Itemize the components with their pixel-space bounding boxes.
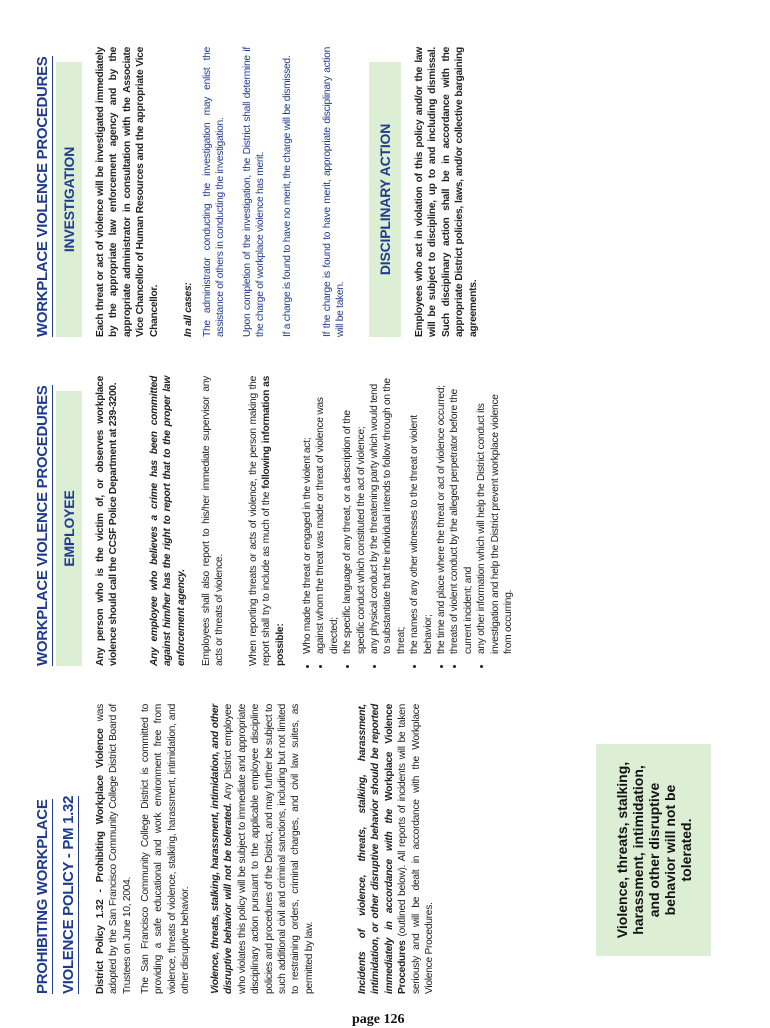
list-item: • the time and place where the threat or act of violence occurred; <box>435 378 448 656</box>
investigation-column <box>0 37 770 337</box>
policy-adoption-text: was adopted by the San Francisco Community College District Board of Trustees on June 10, 2004. <box>95 704 133 994</box>
procedures-reference: Workplace Violence Procedures <box>383 704 409 994</box>
investigation-paragraph-5: If the charge is found to have merit, appropriate disciplinary action will be taken. <box>322 47 347 337</box>
policy-column <box>0 694 770 994</box>
list-item: • any physical conduct by the threatening party which would tend to substantiate that the individual intends to follow through on the threat; <box>368 378 408 656</box>
investigation-paragraph-3: Upon completion of the investigation, the District shall determine if the charge of workplace violence has merit. <box>242 47 267 337</box>
employee-paragraph-4 <box>247 376 287 666</box>
list-item: • the specific language of any threat, or a description of the specific conduct which constituted the act of violence; <box>341 378 368 656</box>
investigation-paragraph-1: Each threat or act of violence will be investigated immediately by the appropriate law enforcement agency and by the appropriate administrator in consultation with the Associate Vice Chancellor of Human Resources and the appropriate Vice Chancellor. <box>95 47 160 337</box>
reporting-statement: Incidents of violence, threats, stalking, harassment, intimidation, or other disruptive behavior should be reported immediately in accordance with the <box>357 704 395 994</box>
employee-paragraph-2: Any employee who believes a crime has been committed against him/her has the right to report that to the proper law enforcement agency. <box>149 376 187 666</box>
investigation-paragraph-2: The administrator conducting the investigation may enlist the assistance of others in conducting the investigation. <box>202 47 227 337</box>
discipline-text: Any District employee who violates this policy will be subject to immediate and appropriate disciplinary action pursuant to the applicable employee discipline policies and procedures of the District, and may further be subject to such additional civil and criminal sanctions, including but not limited to restraining orders, criminal charges, and civil law suites, as permitted by law. <box>223 703 315 994</box>
in-all-cases-label: In all cases: <box>183 282 194 337</box>
reporting-instructions-bold: following information as possible: <box>261 376 286 666</box>
employee-paragraph-1: Any person who is the victim of, or observes workplace violence should call the CCSF Police Department at 239-3200. <box>95 376 120 666</box>
policy-paragraph-1 <box>94 704 134 994</box>
procedures-title-2: WORKPLACE VIOLENCE PROCEDURES <box>34 56 51 337</box>
reporting-instructions: When reporting threats or acts of violence, the person making the report shall try to include as much of the <box>248 376 273 666</box>
page-number: page 126 <box>352 1012 405 1027</box>
list-item: • threats of violent conduct by the alleged perpetrator before the current incident; and <box>448 378 475 656</box>
disciplinary-paragraph: Employees who act in violation of this policy and/or the law will be subject to discipline, up to and including dismissal. Such disciplinary action shall be in accordance with the appropriate District policies, laws, and/or collective bargaining agreements. <box>414 47 479 337</box>
list-item: • any other information which will help the District conduct its investigation and help the District prevent workplace violence from occurring. <box>475 378 515 656</box>
employee-procedures-column <box>0 366 770 666</box>
investigation-banner: INVESTIGATION <box>56 62 82 337</box>
list-item: • the names of any other witnesses to the threat or violent behavior; <box>408 378 435 656</box>
investigation-paragraph-4: If a charge is found to have no merit, the charge will be dismissed. <box>282 55 293 337</box>
employee-paragraph-3: Employees shall also report to his/her immediate supervisor any acts or threats of violence. <box>201 376 226 666</box>
procedures-title: WORKPLACE VIOLENCE PROCEDURES <box>34 385 51 666</box>
policy-title-line2: VIOLENCE POLICY - PM 1.32 <box>60 795 77 994</box>
callout-text: Violence, threats, stalking, harassment, intimidation, and other disruptive behavior will not be tolerated. <box>613 761 694 939</box>
policy-paragraph-2: The San Francisco Community College District is committed to providing a safe educational and work environment free from violence, threats of violence, stalking, harassment, intimidation, and other disruptive behavior. <box>140 704 192 994</box>
tolerance-callout <box>596 744 711 956</box>
policy-name: District Policy 1.32 - Prohibiting Workplace Violence <box>95 728 106 994</box>
policy-paragraph-3 <box>209 704 316 994</box>
disciplinary-banner: DISCIPLINARY ACTION <box>369 62 401 337</box>
list-item: • against whom the threat was made or threat of violence was directed; <box>314 378 341 656</box>
policy-paragraph-4 <box>356 704 436 994</box>
tolerance-statement: Violence, threats, stalking, harassment, intimidation, and other disruptive behavior will not be tolerated. <box>210 704 235 994</box>
policy-title-line1: PROHIBITING WORKPLACE <box>34 799 51 994</box>
list-item: • Who made the threat or engaged in the violent act; <box>301 378 314 656</box>
information-list <box>301 378 516 666</box>
reporting-rest: (outlined below). All reports of incidents will be taken seriously and will be dealt in accordance with the Workplace Violence Procedures. <box>397 704 436 994</box>
employee-banner: EMPLOYEE <box>56 391 82 666</box>
